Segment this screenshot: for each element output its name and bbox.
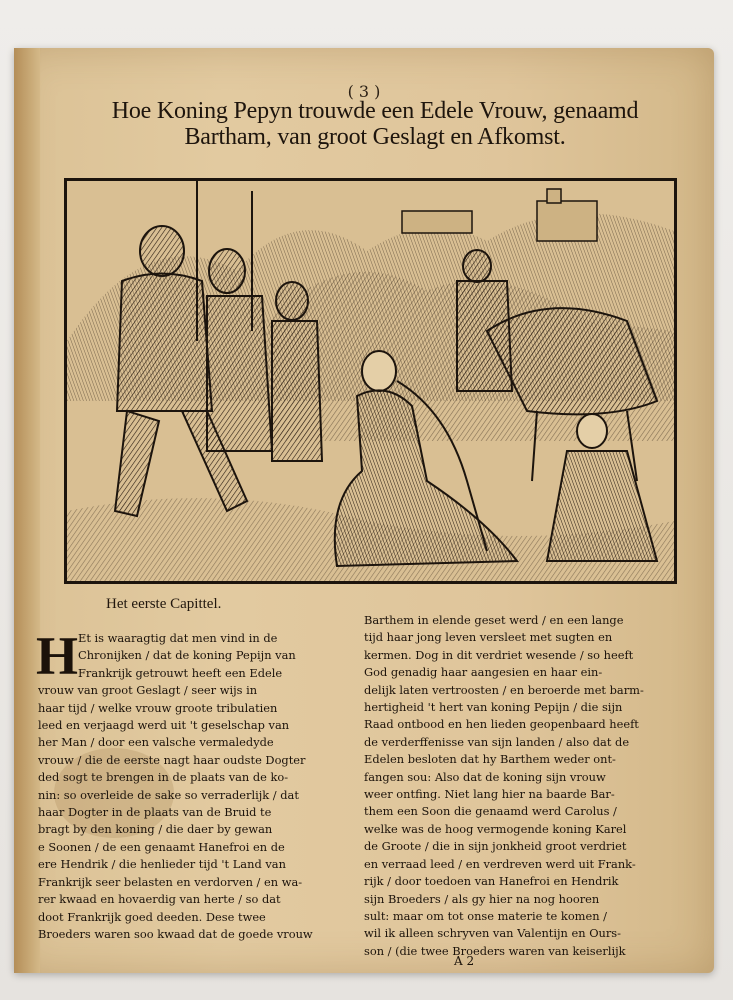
text-line: God genadig haar aangesien en haar ein- <box>364 665 603 680</box>
drop-cap-initial: H <box>36 626 79 686</box>
text-line: nin: so overleide de sake so verraderlijk / dat <box>38 787 299 802</box>
right-text-column <box>364 612 674 960</box>
title-line-1: Hoe Koning Pepyn trouwde een Edele Vrouw, genaamd <box>111 98 639 124</box>
text-line: son / (die twee Broeders waren van keiserlijk <box>364 943 626 958</box>
text-line: Broeders waren soo kwaad dat de goede vrouw <box>38 926 313 941</box>
signature-mark: A 2 <box>454 954 475 968</box>
text-line: fangen sou: Also dat de koning sijn vrouw <box>364 769 606 784</box>
text-line: e Soonen / de een genaamt Hanefroi en de <box>38 839 285 854</box>
text-line: sijn Broeders / als gy hier na nog hooren <box>364 891 600 906</box>
text-line: welke was de hoog vermogende koning Karel <box>364 821 627 836</box>
text-line: them een Soon die genaamd werd Carolus / <box>364 804 617 819</box>
book-page <box>14 48 714 973</box>
text-line: Frankrijk seer belasten en verdorven / en wa- <box>38 874 303 889</box>
text-line: ere Hendrik / die henlieder tijd 't Land van <box>38 857 286 872</box>
title-line-2: Bartham, van groot Geslagt en Afkomst. <box>184 124 566 150</box>
text-line: delijk laten vertroosten / en beroerde met barm- <box>364 682 644 697</box>
text-line: hertigheid 't hert van koning Pepijn / die sijn <box>364 700 623 715</box>
text-line: doot Frankrijk goed deeden. Dese twee <box>38 909 266 924</box>
text-line: Raad ontbood en hen lieden geopenbaard heeft <box>364 717 639 732</box>
text-line: en verraad leed / en verdreven werd uit Frank- <box>364 856 636 871</box>
text-line: Edelen besloten dat hy Barthem weder ont- <box>364 752 616 767</box>
text-line: Et is waaragtig dat men vind in de <box>78 631 278 645</box>
text-line: tijd haar jong leven versleet met sugten en <box>364 630 613 645</box>
text-line: Barthem in elende geset werd / en een lange <box>364 613 624 627</box>
text-line: leed en verjaagd werd uit 't geselschap van <box>38 718 290 733</box>
text-line: vrouw / die de eerste nagt haar oudste Dogter <box>38 752 306 767</box>
page-number: ( 3 ) <box>347 82 381 101</box>
text-line: ded sogt te brengen in de plaats van de ko- <box>38 770 289 785</box>
text-line: Chronijken / dat de koning Pepijn van <box>78 648 296 663</box>
text-line: rijk / door toedoen van Hanefroi en Hendrik <box>364 874 619 889</box>
woodcut-drawing <box>67 181 674 581</box>
text-line: sult: maar om tot onse materie te komen / <box>364 908 608 923</box>
text-line: de Groote / die in sijn jonkheid groot verdriet <box>364 839 627 854</box>
chapter-caption: Het eerste Capittel. <box>106 596 222 612</box>
text-line: rer kwaad en hovaerdig van herte / so dat <box>38 892 281 907</box>
text-line: haar Dogter in de plaats van de Bruid te <box>38 805 272 820</box>
text-line: bragt by den koning / die daer by gewan <box>38 822 273 837</box>
left-text-column <box>36 626 338 943</box>
page-title <box>44 98 706 150</box>
text-line: vrouw van groot Geslagt / seer wijs in <box>38 683 258 698</box>
text-line: her Man / door een valsche vermaledyde <box>38 735 274 750</box>
text-line: kermen. Dog in dit verdriet wesende / so heeft <box>364 647 634 662</box>
woodcut-illustration <box>64 178 677 584</box>
text-line: weer ontfing. Niet lang hier na baarde Bar- <box>364 787 615 802</box>
text-line: Frankrijk getrouwt heeft een Edele <box>78 665 283 680</box>
page-spine <box>14 48 40 973</box>
text-line: de verderffenisse van sijn landen / also dat de <box>364 734 630 749</box>
text-line: haar tijd / welke vrouw groote tribulatien <box>38 700 278 715</box>
text-line: wil ik alleen schryven van Valentijn en Ours- <box>364 926 622 941</box>
